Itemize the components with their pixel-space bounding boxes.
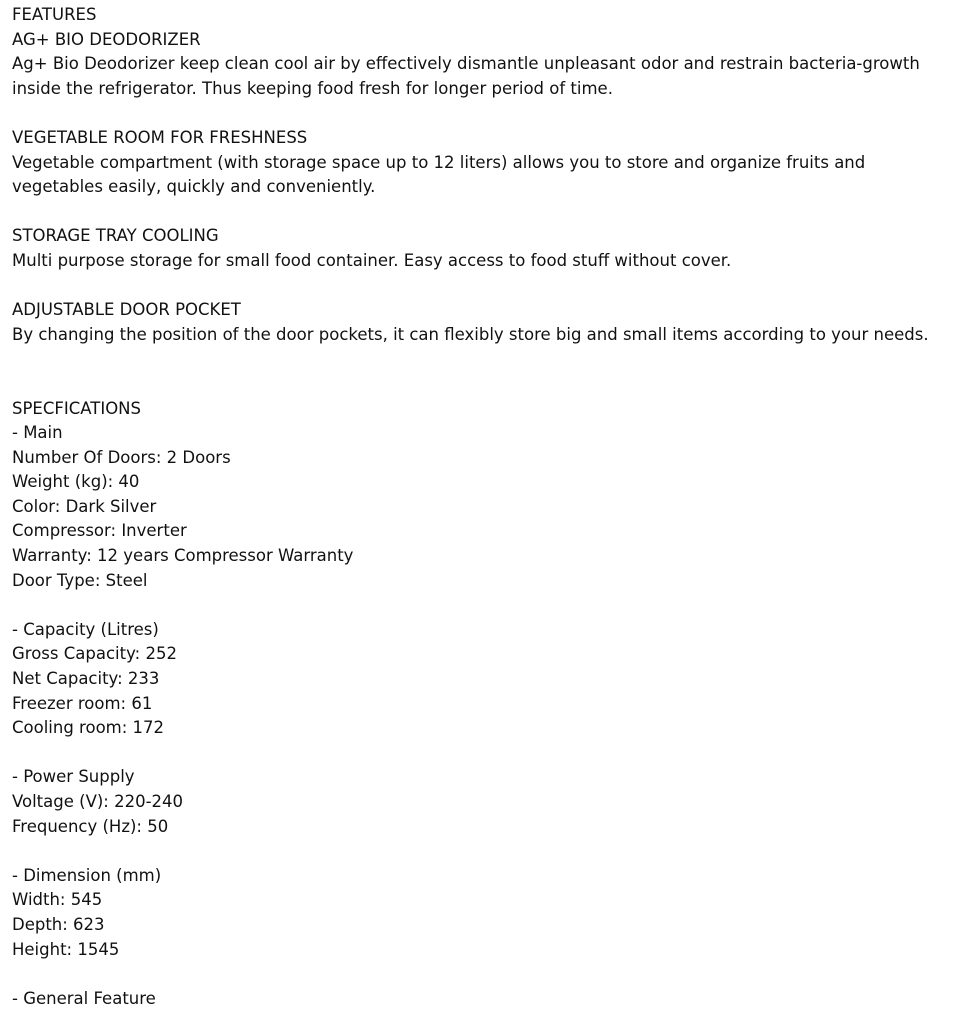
spec-row-depth: Depth: 623: [12, 914, 105, 934]
spec-group-title-power-supply: - Power Supply: [12, 767, 135, 787]
product-document: [12, 3, 948, 1011]
spec-group-title-general-feature: - General Feature: [12, 988, 156, 1008]
spec-row-gross-capacity: Gross Capacity: 252: [12, 644, 177, 664]
spec-row-warranty: Warranty: 12 years Compressor Warranty: [12, 546, 354, 566]
feature-title-storage-tray: STORAGE TRAY COOLING: [12, 226, 219, 246]
spacer: [12, 839, 948, 864]
spec-row-door-type: Door Type: Steel: [12, 570, 148, 590]
spacer: [12, 962, 948, 987]
spec-row-cooling-room: Cooling room: 172: [12, 718, 165, 738]
spacer: [12, 347, 948, 396]
feature-description-bio-deodorizer: Ag+ Bio Deodorizer keep clean cool air by effectively dismantle unpleasant odor and restrain bacteria-growth inside the refrigerator. Thus keeping food fresh for longer period of time.: [12, 54, 926, 98]
spec-row-net-capacity: Net Capacity: 233: [12, 669, 160, 689]
spec-row-freezer-room: Freezer room: 61: [12, 693, 153, 713]
spec-row-width: Width: 545: [12, 890, 103, 910]
spec-row-weight: Weight (kg): 40: [12, 472, 140, 492]
feature-title-door-pocket: ADJUSTABLE DOOR POCKET: [12, 300, 241, 320]
spec-group-title-dimension: - Dimension (mm): [12, 865, 162, 885]
specifications-heading: SPECFICATIONS: [12, 398, 142, 418]
feature-description-vegetable-room: Vegetable compartment (with storage space up to 12 liters) allows you to store and organize fruits and vegetables easily, quickly and conveniently.: [12, 152, 871, 197]
spec-row-number-of-doors: Number Of Doors: 2 Doors: [12, 447, 231, 467]
spec-row-frequency: Frequency (Hz): 50: [12, 816, 169, 836]
spec-group-title-main: - Main: [12, 423, 63, 443]
feature-title-vegetable-room: VEGETABLE ROOM FOR FRESHNESS: [12, 127, 308, 147]
spacer: [12, 101, 948, 126]
spec-row-height: Height: 1545: [12, 939, 120, 959]
feature-description-storage-tray: Multi purpose storage for small food container. Easy access to food stuff without cover.: [12, 250, 732, 270]
spec-group-title-capacity: - Capacity (Litres): [12, 619, 159, 639]
spec-row-color: Color: Dark Silver: [12, 496, 157, 516]
spacer: [12, 200, 948, 225]
feature-description-door-pocket: By changing the position of the door pockets, it can flexibly store big and small items according to your needs.: [12, 324, 929, 344]
spec-row-voltage: Voltage (V): 220-240: [12, 792, 184, 811]
spacer: [12, 741, 948, 766]
spec-row-compressor: Compressor: Inverter: [12, 521, 187, 541]
spacer: [12, 593, 948, 618]
features-heading: FEATURES: [12, 5, 97, 24]
feature-title-bio-deodorizer: AG+ BIO DEODORIZER: [12, 29, 201, 49]
spacer: [12, 274, 948, 299]
